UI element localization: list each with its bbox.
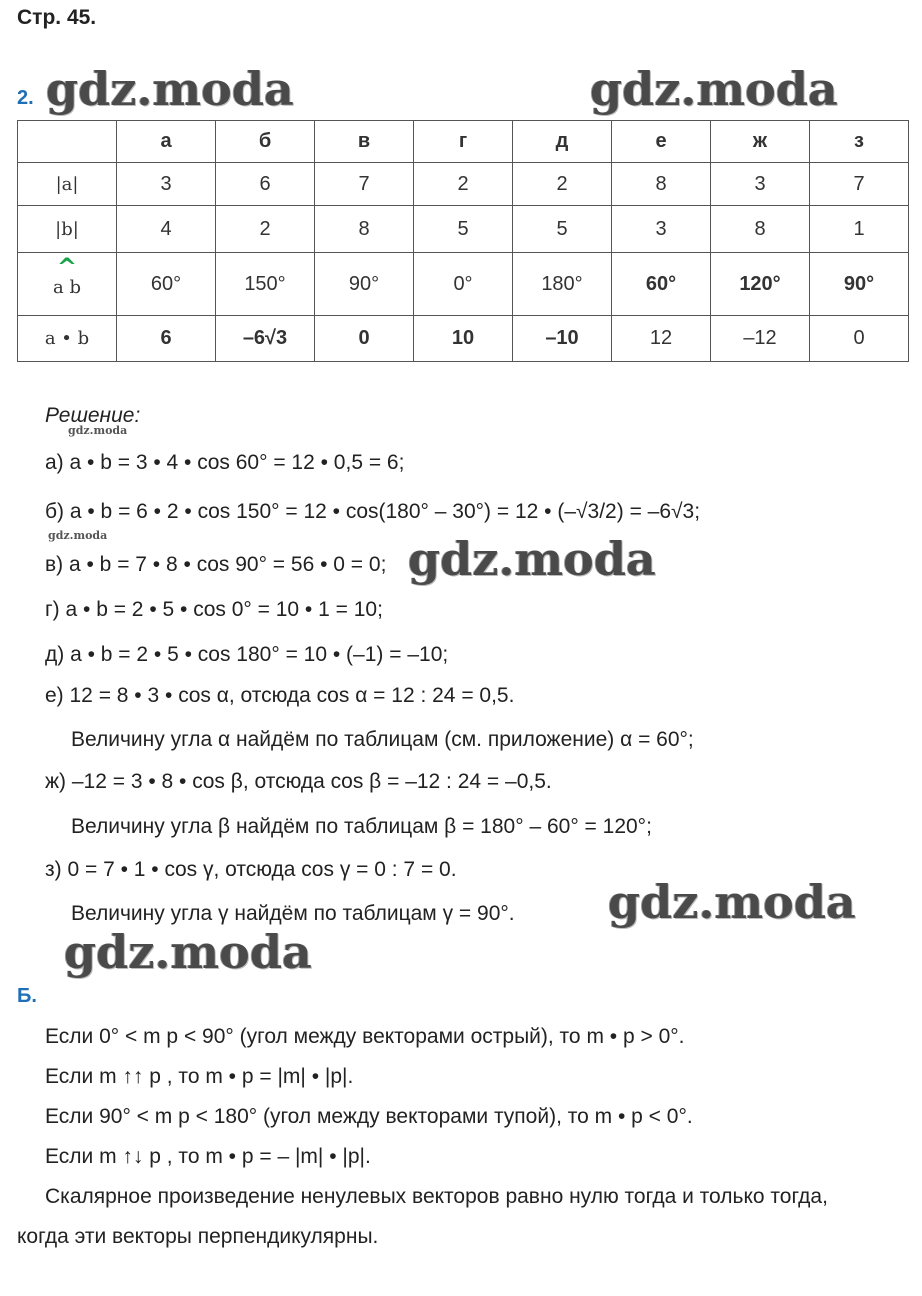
task-b-line-4: Если m ↑↓ p , то m • p = – |m| • |p|.	[45, 1145, 371, 1168]
watermark-logo: gdz.moda	[608, 875, 856, 929]
table-cell: 7	[810, 163, 909, 206]
solution-line-zh: ж) –12 = 3 • 8 • cos β, отсюда cos β = –12 : 24 = –0,5.	[45, 770, 552, 793]
table-cell: 6	[117, 316, 216, 362]
column-header: б	[216, 121, 315, 163]
watermark-logo: gdz.moda	[408, 532, 656, 586]
table-cell: 60°	[612, 253, 711, 316]
dot-label: a • b	[44, 328, 90, 349]
table-cell: –12	[711, 316, 810, 362]
table-cell: 120°	[711, 253, 810, 316]
table-cell: 3	[711, 163, 810, 206]
table-cell: 180°	[513, 253, 612, 316]
table-header-row	[18, 121, 909, 163]
page-title: Стр. 45.	[17, 6, 97, 29]
watermark-small: gdz.moda	[68, 424, 128, 437]
task-number-b: Б.	[17, 985, 37, 1007]
solution-line-a: а) a • b = 3 • 4 • cos 60° = 12 • 0,5 = 6;	[45, 451, 405, 474]
solution-note-zh: Величину угла β найдём по таблицам β = 180° – 60° = 120°;	[71, 815, 652, 838]
column-header: е	[612, 121, 711, 163]
row-label-abs-a	[18, 163, 117, 206]
solution-line-g: г) a • b = 2 • 5 • cos 0° = 10 • 1 = 10;	[45, 598, 383, 621]
table-cell: 3	[612, 206, 711, 253]
table-row	[18, 206, 909, 253]
table-cell: 2	[513, 163, 612, 206]
watermark-logo: gdz.moda	[46, 62, 294, 116]
table-cell: –10	[513, 316, 612, 362]
table-cell: 8	[612, 163, 711, 206]
column-header: ж	[711, 121, 810, 163]
table-cell: 7	[315, 163, 414, 206]
table-row	[18, 316, 909, 362]
solution-line-z: з) 0 = 7 • 1 • cos γ, отсюда cos γ = 0 : 7 = 0.	[45, 858, 457, 881]
row-label-abs-b	[18, 206, 117, 253]
solution-note-z: Величину угла γ найдём по таблицам γ = 90°.	[71, 902, 515, 925]
table-cell: 8	[711, 206, 810, 253]
abs-b-label: |b|	[55, 218, 79, 240]
watermark-logo: gdz.moda	[64, 925, 312, 979]
row-label-dot	[18, 316, 117, 362]
table-cell: 2	[414, 163, 513, 206]
solution-note-e: Величину угла α найдём по таблицам (см. приложение) α = 60°;	[71, 728, 694, 751]
solution-line-v: в) a • b = 7 • 8 • cos 90° = 56 • 0 = 0;	[45, 553, 387, 576]
solution-line-d: д) a • b = 2 • 5 • cos 180° = 10 • (–1) = –10;	[45, 643, 449, 666]
table-cell: 3	[117, 163, 216, 206]
solution-title: Решение:	[45, 404, 141, 427]
row-label-angle	[18, 253, 117, 316]
task-b-line-1: Если 0° < m p < 90° (угол между векторами острый), то m • p > 0°.	[45, 1025, 685, 1048]
table-cell: 150°	[216, 253, 315, 316]
table-row	[18, 253, 909, 316]
table-cell: 0	[810, 316, 909, 362]
watermark-logo: gdz.moda	[590, 62, 838, 116]
table-cell: 90°	[810, 253, 909, 316]
table-cell: 0°	[414, 253, 513, 316]
column-header: д	[513, 121, 612, 163]
table-cell: 2	[216, 206, 315, 253]
solution-line-e: е) 12 = 8 • 3 • cos α, отсюда cos α = 12 : 24 = 0,5.	[45, 684, 515, 707]
table-row	[18, 163, 909, 206]
table-cell: 8	[315, 206, 414, 253]
column-header: а	[117, 121, 216, 163]
table-cell: 5	[513, 206, 612, 253]
table-corner-cell	[18, 121, 117, 163]
abs-a-label: |a|	[55, 173, 79, 195]
angle-label: ^ a b	[53, 269, 81, 298]
table-cell: 6	[216, 163, 315, 206]
table-cell: 1	[810, 206, 909, 253]
table-cell: 90°	[315, 253, 414, 316]
task-b-conclusion-2: когда эти векторы перпендикулярны.	[17, 1225, 379, 1248]
watermark-small: gdz.moda	[48, 529, 108, 542]
values-table	[17, 120, 909, 362]
table-cell: 12	[612, 316, 711, 362]
column-header: з	[810, 121, 909, 163]
task-b-line-2: Если m ↑↑ p , то m • p = |m| • |p|.	[45, 1065, 354, 1088]
task-b-conclusion-1: Скалярное произведение ненулевых векторов равно нулю тогда и только тогда,	[45, 1185, 828, 1208]
column-header: в	[315, 121, 414, 163]
column-header: г	[414, 121, 513, 163]
task-number-2: 2.	[17, 87, 34, 109]
table-cell: 5	[414, 206, 513, 253]
table-cell: 10	[414, 316, 513, 362]
table-cell: 0	[315, 316, 414, 362]
solution-line-b: б) a • b = 6 • 2 • cos 150° = 12 • cos(180° – 30°) = 12 • (–√3/2) = –6√3;	[45, 500, 701, 523]
table-cell: 60°	[117, 253, 216, 316]
task-b-line-3: Если 90° < m p < 180° (угол между векторами тупой), то m • p < 0°.	[45, 1105, 693, 1128]
table-cell: 4	[117, 206, 216, 253]
table-cell: –6√3	[216, 316, 315, 362]
